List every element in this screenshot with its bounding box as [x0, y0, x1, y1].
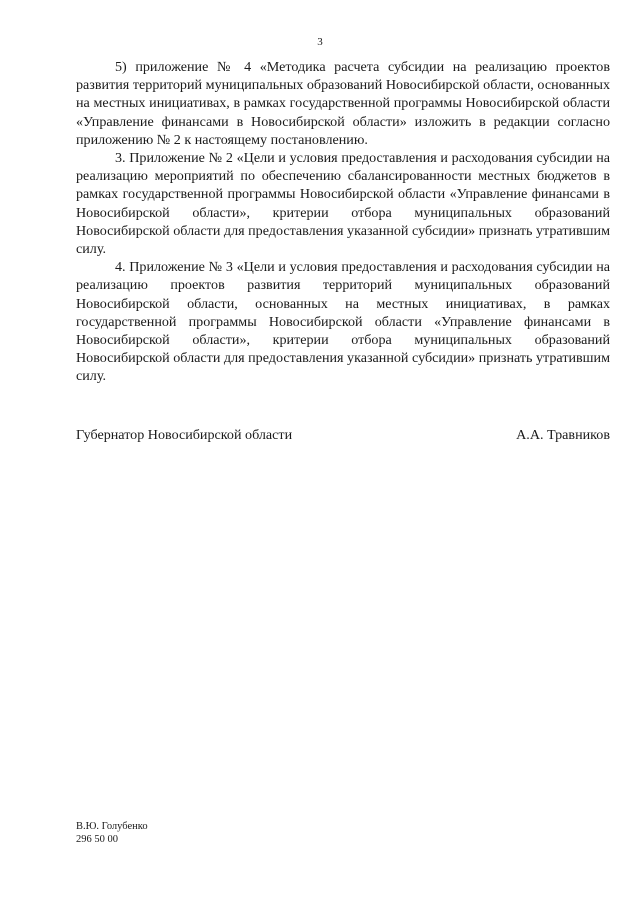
paragraph-section-3: 3. Приложение № 2 «Цели и условия предоставления и расходования субсидии на реализацию мероприятий по обеспечению сбалансированности местных бюджетов в рамках государственной программы Новосибирской области «Управление финансами в Новосибирской области», критерии отбора муниципальных образований Новосибирской области для предоставления указанной субсидии» признать утратившим силу. [76, 150, 610, 258]
paragraph-item-5: 5) приложение № 4 «Методика расчета субсидии на реализацию проектов развития территорий муниципальных образований Новосибирской области, основанных на местных инициативах, в рамках государственной программы Новосибирской области «Управление финансами в Новосибирской области» изложить в редакции согласно приложению № 2 к настоящему постановлению. [76, 59, 610, 148]
executor-footer [76, 820, 148, 846]
paragraph-section-4: 4. Приложение № 3 «Цели и условия предоставления и расходования субсидии на реализацию проектов развития территорий муниципальных образований Новосибирской области, основанных на местных инициативах, в рамках государственной программы Новосибирской области «Управление финансами в Новосибирской области», критерии отбора муниципальных образований Новосибирской области для предоставления указанной субсидии» признать утратившим силу. [76, 259, 610, 385]
executor-phone: 296 50 00 [76, 834, 118, 845]
executor-name: В.Ю. Голубенко [76, 821, 148, 832]
signatory-name: А.А. Травников [516, 427, 610, 443]
signatory-position: Губернатор Новосибирской области [76, 427, 293, 443]
page-number: 3 [317, 36, 323, 48]
document-body [76, 58, 610, 386]
